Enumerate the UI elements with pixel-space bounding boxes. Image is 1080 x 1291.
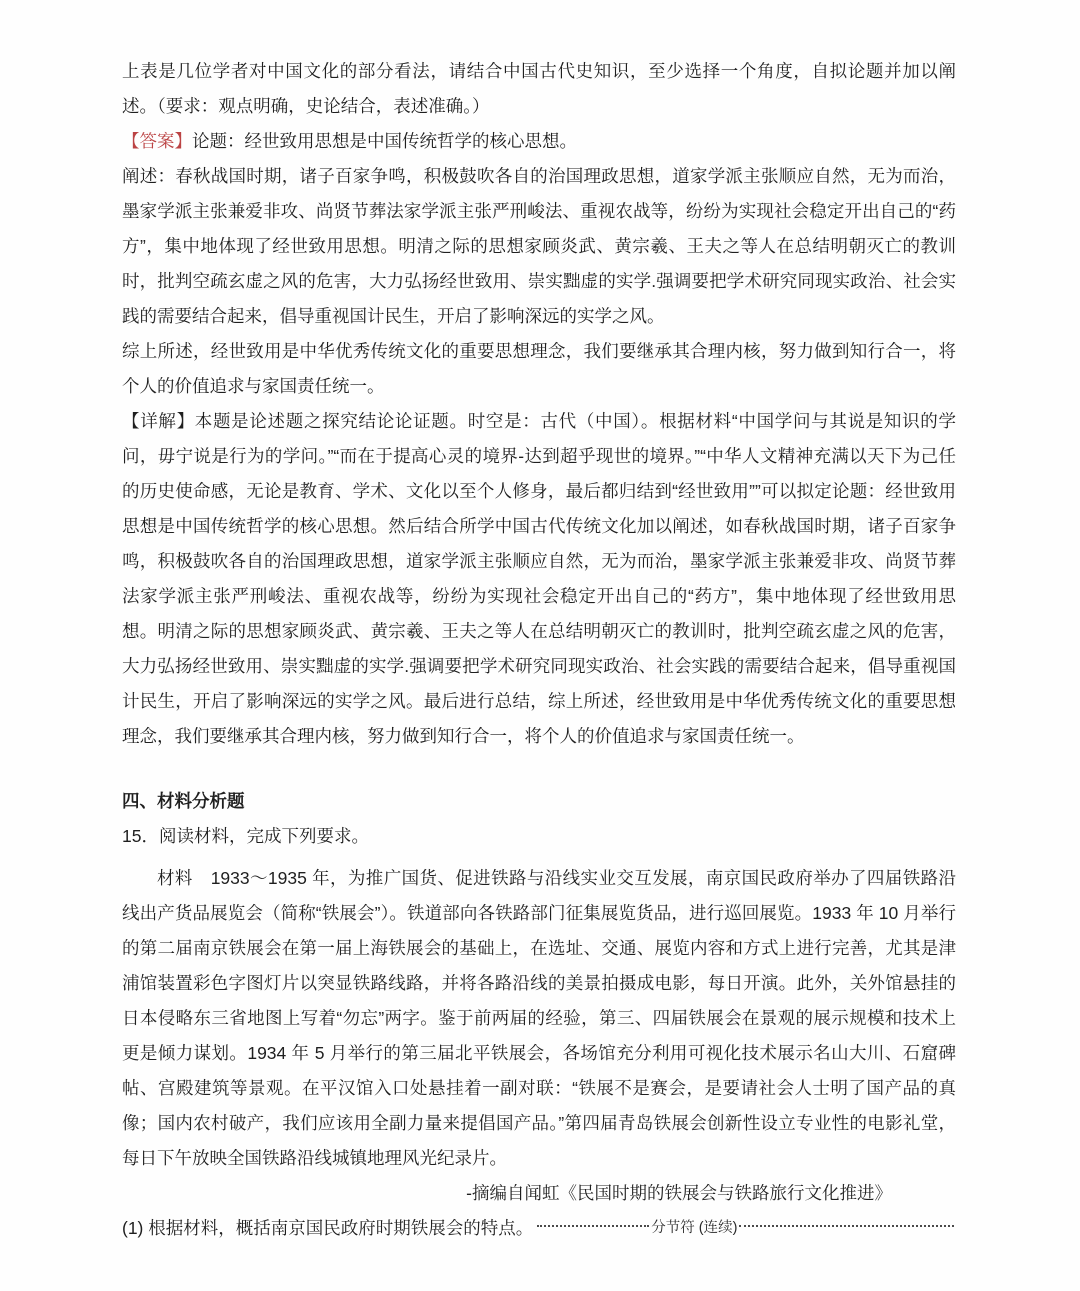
document-content: [122, 54, 956, 1246]
analysis-paragraph: [122, 404, 956, 754]
analysis-label: 【详解】: [122, 411, 195, 431]
answer-paragraph: [122, 124, 956, 159]
section-heading: 四、材料分析题: [122, 791, 245, 811]
answer-text: 论题：经世致用思想是中国传统哲学的核心思想。: [192, 131, 577, 151]
section-break-label: 分节符 (连续): [651, 1220, 738, 1236]
summary-paragraph: 综上所述，经世致用是中华优秀传统文化的重要思想理念，我们要继承其合理内核，努力做到知行合一，将个人的价值追求与家国责任统一。: [122, 341, 956, 396]
section-break-leader-right: [739, 1225, 954, 1227]
question-15: 15．阅读材料，完成下列要求。: [122, 826, 369, 846]
elaboration-paragraph: 阐述：春秋战国时期，诸子百家争鸣，积极鼓吹各自的治国理政思想，道家学派主张顺应自然，无为而治，墨家学派主张兼爱非攻、尚贤节葬法家学派主张严刑峻法、重视农战等，纷纷为实现社会稳定开出自己的“药方”，集中地体现了经世致用思想。明清之际的思想家顾炎武、黄宗羲、王夫之等人在总结明朝灭亡的教训时，批判空疏玄虚之风的危害，大力弘扬经世致用、崇实黜虚的实学.强调要把学术研究同现实政治、社会实践的需要结合起来，倡导重视国计民生，开启了影响深远的实学之风。: [122, 166, 956, 326]
intro-paragraph: 上表是几位学者对中国文化的部分看法，请结合中国古代史知识，至少选择一个角度，自拟论题并加以阐述。（要求：观点明确，史论结合，表述准确。）: [122, 61, 956, 116]
source-attribution: -摘编自闻虹《民国时期的铁展会与铁路旅行文化推进》: [466, 1183, 892, 1203]
material-paragraph: 材料 1933～1935 年，为推广国货、促进铁路与沿线实业交互发展，南京国民政府举办了四届铁路沿线出产货品展览会（简称“铁展会”）。铁道部向各铁路部门征集展览货品，进行巡回展览。1933 年 10 月举行的第二届南京铁展会在第一届上海铁展会的基础上，在选址、交通、展览内容和方式上进行完善，尤其是津浦馆装置彩色字图灯片以突显铁路线路，并将各路沿线的美景拍摄成电影，每日开演。此外，关外馆悬挂的日本侵略东三省地图上写着“勿忘”两字。鉴于前两届的经验，第三、四届铁展会在景观的展示规模和技术上更是倾力谋划。1934 年 5 月举行的第三届北平铁展会，各场馆充分利用可视化技术展示名山大川、石窟碑帖、宫殿建筑等景观。在平汉馆入口处悬挂着一副对联：“铁展不是赛会，是要请社会人士明了国产品的真像；国内农村破产，我们应该用全副力量来提倡国产品。”第四届青岛铁展会创新性设立专业性的电影礼堂，每日下午放映全国铁路沿线城镇地理风光纪录片。: [122, 868, 956, 1168]
analysis-text: 本题是论述题之探究结论论证题。时空是：古代（中国）。根据材料“中国学问与其说是知识的学问，毋宁说是行为的学问。”“而在于提高心灵的境界-达到超乎现世的境界。”“中华人文精神充满以天下为己任的历史使命感，无论是教育、学术、文化以至个人修身，最后都归结到“经世致用””可以拟定论题：经世致用思想是中国传统哲学的核心思想。然后结合所学中国古代传统文化加以阐述，如春秋战国时期，诸子百家争鸣，积极鼓吹各自的治国理政思想，道家学派主张顺应自然，无为而治，墨家学派主张兼爱非攻、尚贤节葬法家学派主张严刑峻法、重视农战等，纷纷为实现社会稳定开出自己的“药方”，集中地体现了经世致用思想。明清之际的思想家顾炎武、黄宗羲、王夫之等人在总结明朝灭亡的教训时，批判空疏玄虚之风的危害，大力弘扬经世致用、崇实黜虚的实学.强调要把学术研究同现实政治、社会实践的需要结合起来，倡导重视国计民生，开启了影响深远的实学之风。最后进行总结，综上所述，经世致用是中华优秀传统文化的重要思想理念，我们要继承其合理内核，努力做到知行合一，将个人的价值追求与家国责任统一。: [122, 411, 957, 746]
sub-question-1-text: (1) 根据材料，概括南京国民政府时期铁展会的特点。: [122, 1218, 534, 1238]
section-break-leader-left: [537, 1225, 649, 1227]
sub-question-1-row: [122, 1211, 956, 1246]
answer-label: 【答案】: [122, 131, 192, 151]
